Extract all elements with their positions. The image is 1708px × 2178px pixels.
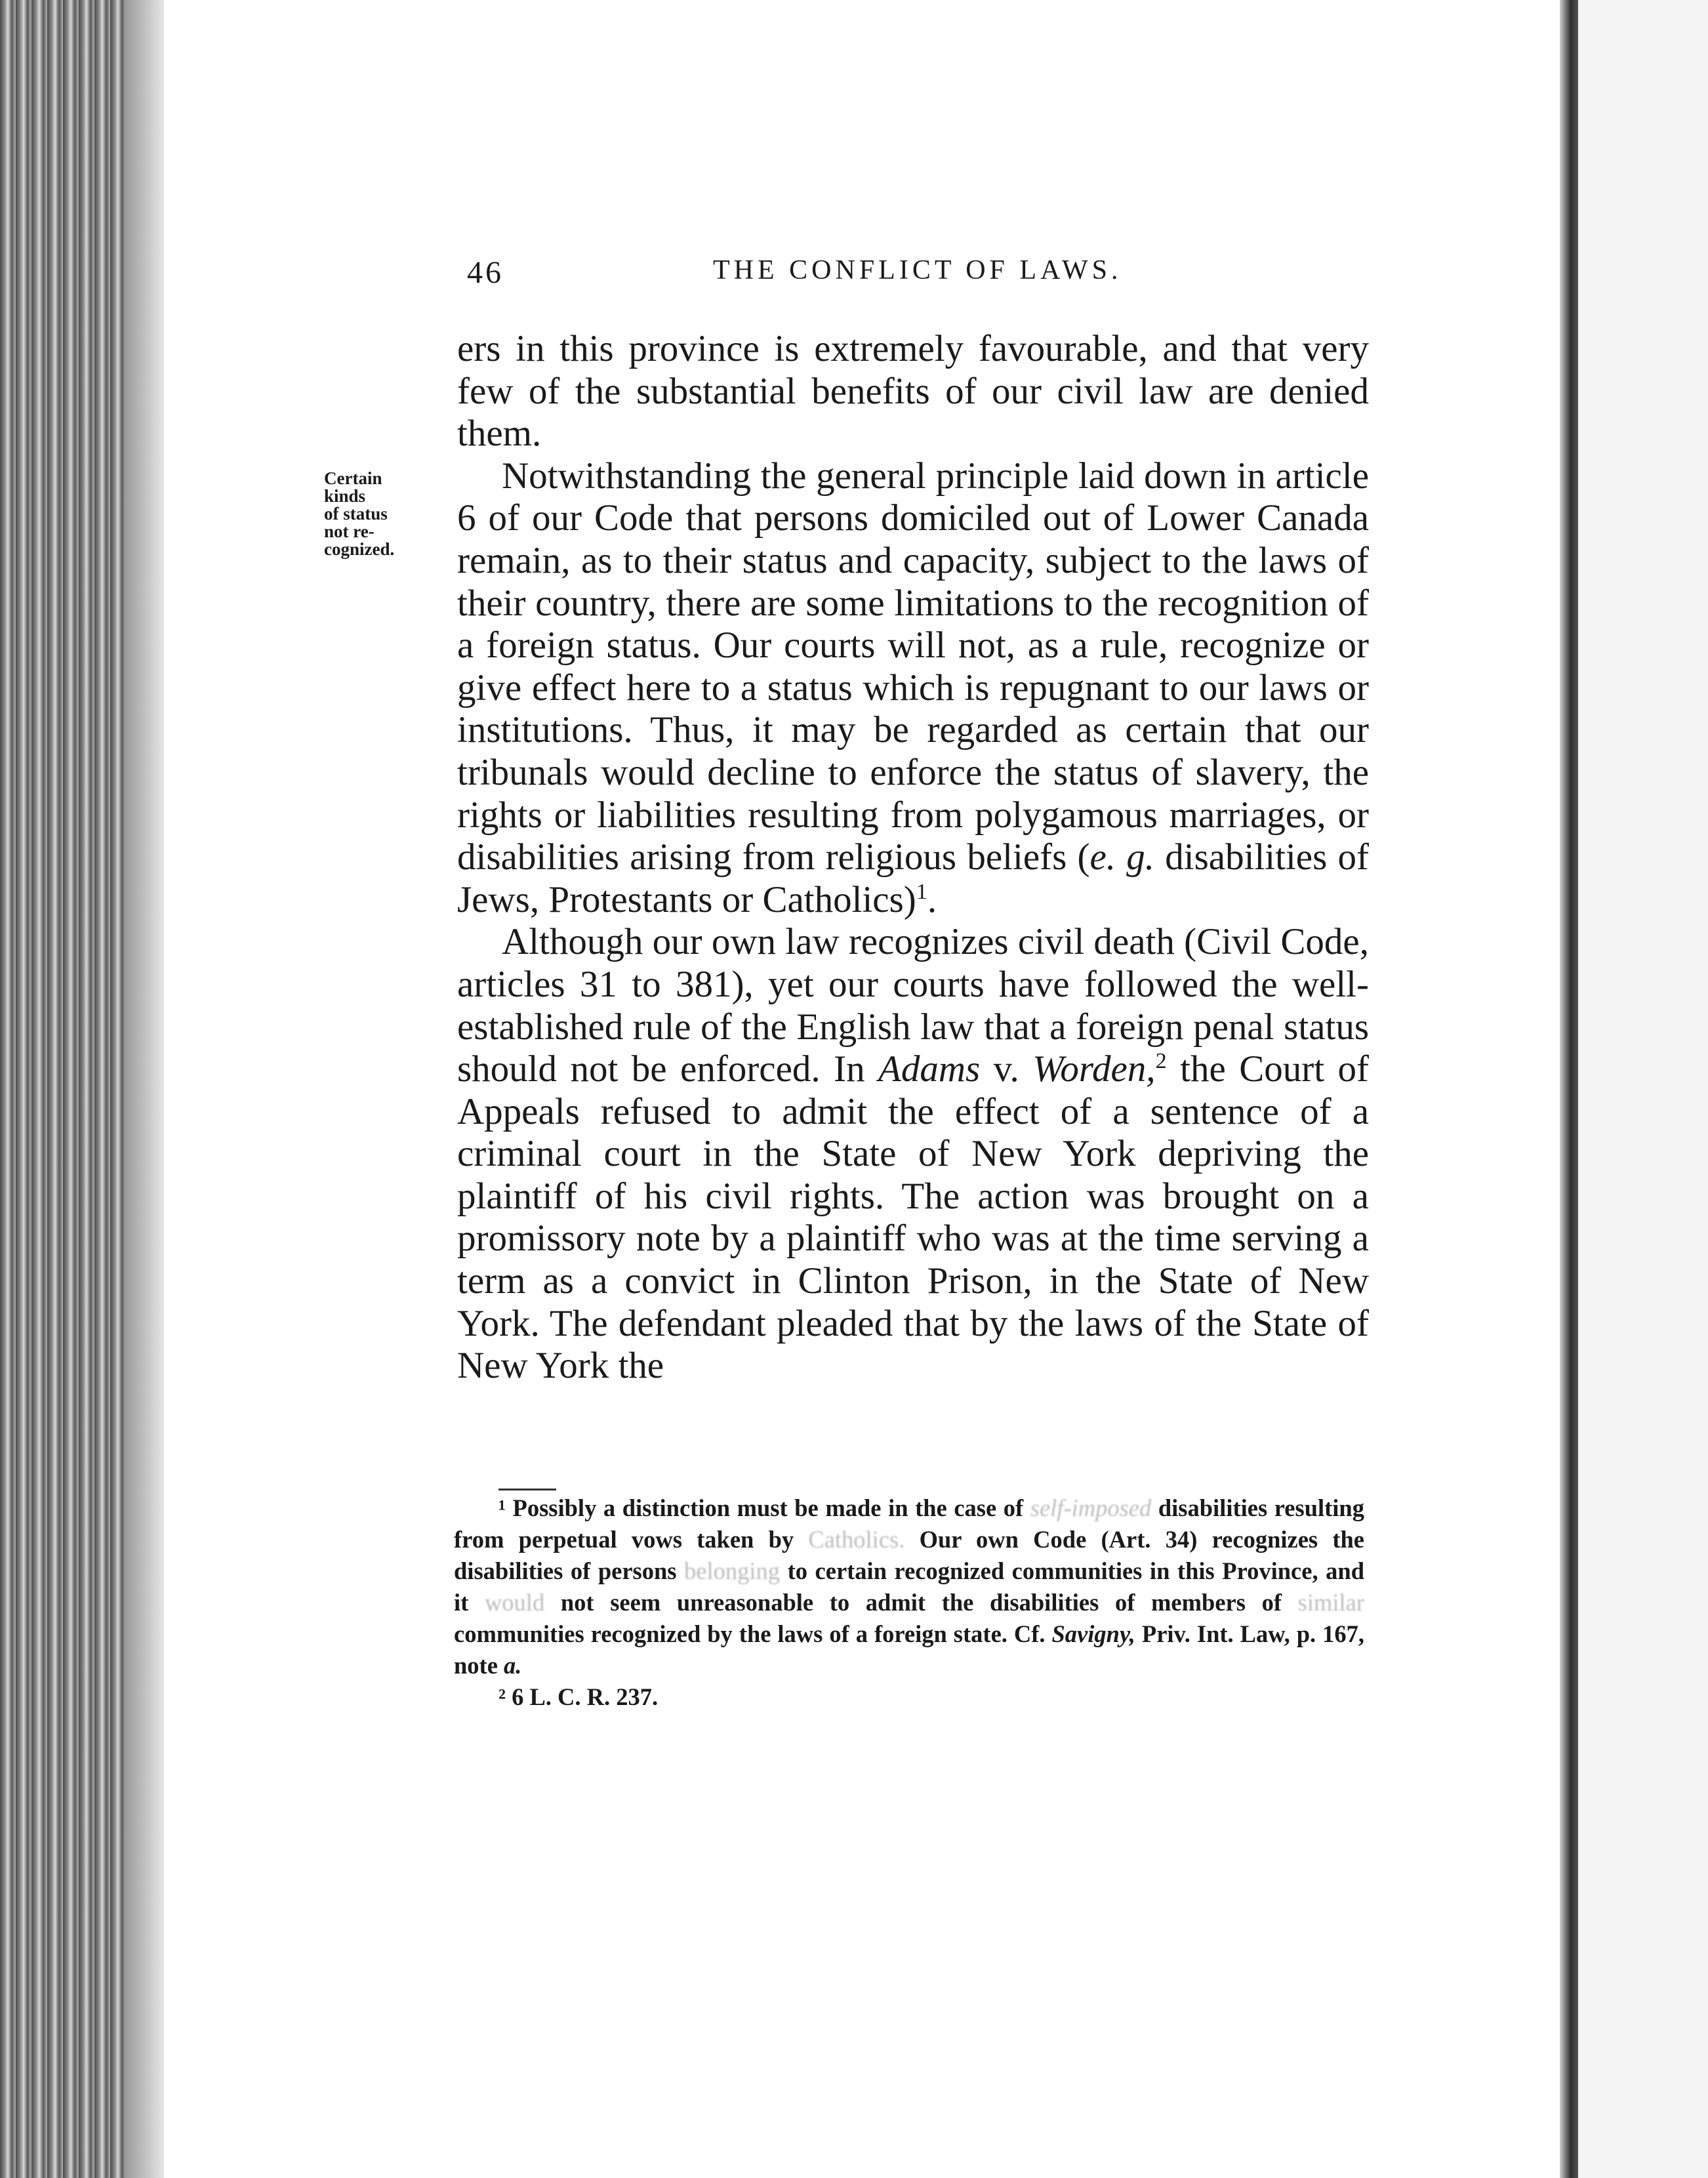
faded-text: Catholics. <box>808 1526 905 1553</box>
faded-text: self-imposed <box>1030 1494 1152 1521</box>
running-title: THE CONFLICT OF LAWS. <box>713 255 1122 285</box>
book-right-edge <box>1560 0 1578 2178</box>
footnote-ref-1: 1 <box>916 879 927 904</box>
text-run: . <box>927 878 937 920</box>
margin-note-line: not re- <box>324 522 375 541</box>
case-name: Adams <box>878 1048 981 1090</box>
book-gutter-shadow <box>125 0 164 2178</box>
faded-text: belonging <box>684 1557 781 1584</box>
author-name: Savigny, <box>1051 1620 1135 1647</box>
text-run: Notwithstanding the general principle laid down in article 6 of our Code that persons domiciled out of Lower Canada remain, as to their status and capacity, subject to the laws of their country, there are some limitations to the recognition of a foreign status. Our courts will not, as a rule, recognize or give effect here to a status which is repugnant to our laws or institutions. Thus, it may be regarded as certain that our tribunals would decline to enforce the status of slavery, the rights or liabilities resulting from polygamous marriages, or disabilities arising from religious beliefs ( <box>457 455 1369 878</box>
italic-eg: e. g. <box>1089 836 1155 878</box>
text-run: Although our own law recognizes civil death (Civil Code, articles 31 to 381), yet our courts have followed the well-established rule of the English law that a foreign penal status should not be enforced. In <box>457 921 1369 1090</box>
margin-note <box>324 470 442 558</box>
footnote-1 <box>454 1492 1364 1681</box>
text-run: not seem unreasonable to admit the disabilities of members of <box>544 1589 1298 1616</box>
margin-note-line: of status <box>324 504 388 524</box>
footnote-rule <box>498 1489 556 1490</box>
margin-note-line: cognized. <box>324 539 395 559</box>
text-run: the Court of Appeals refused to admit the effect of a sentence of a criminal court in the State of New York depriving the plaintiff of his civil rights. The action was brought on a promissory note by a plaintiff who was at the time serving a term as a convict in Clinton Prison, in the State of New York. The defendant pleaded that by the laws of the State of New York the <box>457 1048 1369 1387</box>
facing-page <box>1578 0 1708 2178</box>
text-run: Our own Code (Art. 34) recognizes the disabilities of persons <box>454 1526 1364 1584</box>
footnotes <box>454 1492 1364 1713</box>
text-run: Priv. Int. Law, p. 167, note <box>454 1620 1364 1679</box>
text-run: ¹ Possibly a distinction must be made in the case of <box>498 1494 1030 1521</box>
case-name: Worden, <box>1032 1048 1156 1090</box>
page-number: 46 <box>467 255 504 290</box>
paragraph-status <box>457 455 1369 922</box>
text-run: communities recognized by the laws of a foreign state. Cf. <box>454 1620 1052 1647</box>
page-header <box>467 255 1366 300</box>
margin-note-line: kinds <box>324 486 366 506</box>
footnote-ref-2: 2 <box>1155 1049 1167 1074</box>
body-text <box>457 328 1369 1387</box>
text-run: disabilities resulting from perpetual vows taken by <box>454 1494 1364 1553</box>
note-letter: a. <box>504 1652 522 1679</box>
faded-text: would <box>484 1589 545 1616</box>
text-run: to certain recognized communities in this Province, and it <box>454 1557 1364 1616</box>
text-run: v. <box>980 1048 1033 1090</box>
paragraph-civil-death <box>457 921 1369 1387</box>
margin-note-line: Certain <box>324 468 382 488</box>
text-run: disabilities of Jews, Protestants or Catholics) <box>457 836 1369 920</box>
faded-text: similar <box>1297 1589 1364 1616</box>
paragraph-continuation: ers in this province is extremely favourable, and that very few of the substantial benefits of our civil law are denied them. <box>457 328 1369 455</box>
footnote-2: ² 6 L. C. R. 237. <box>498 1683 659 1710</box>
